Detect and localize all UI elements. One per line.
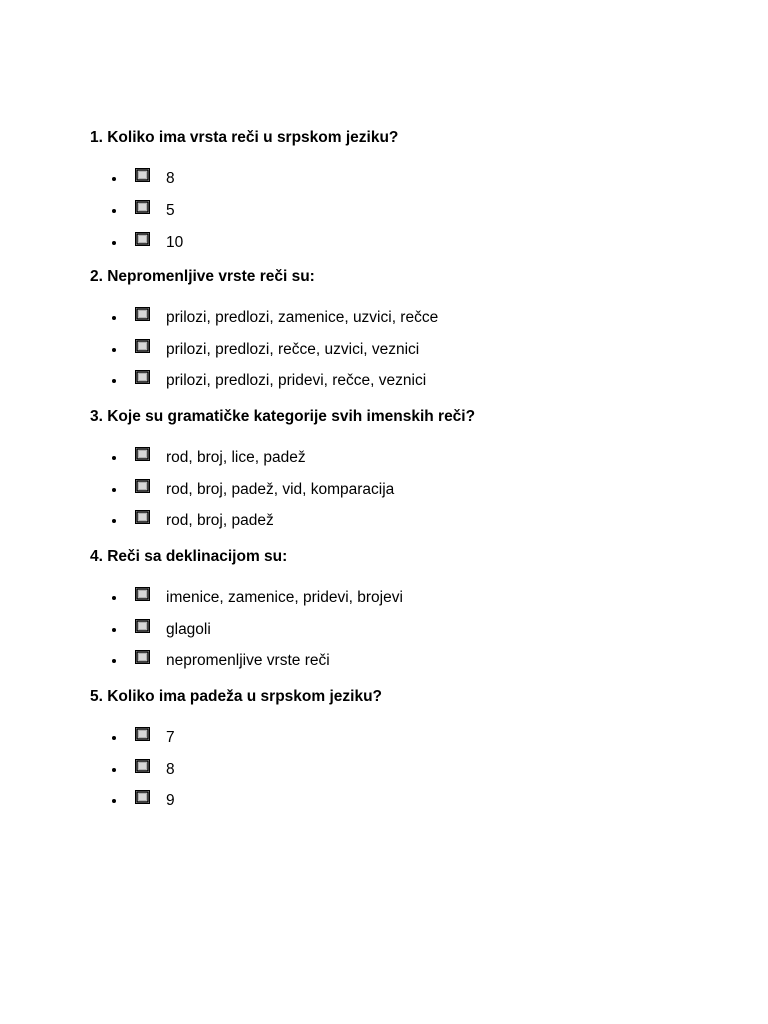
- answer-option: [0, 307, 768, 329]
- answer-label: 9: [166, 792, 175, 809]
- answer-label: prilozi, predlozi, rečce, uzvici, veznici: [166, 341, 420, 358]
- bullet-dot-icon: [112, 628, 116, 632]
- radio-button-icon[interactable]: [135, 619, 150, 633]
- answer-label: rod, broj, lice, padež: [166, 449, 306, 466]
- answer-option: [0, 339, 768, 361]
- bullet-dot-icon: [112, 241, 116, 245]
- answer-option: [0, 587, 768, 609]
- radio-button-icon[interactable]: [135, 510, 150, 524]
- radio-button-icon[interactable]: [135, 790, 150, 804]
- bullet-dot-icon: [112, 768, 116, 772]
- question-title: 4. Reči sa deklinacijom su:: [90, 548, 288, 565]
- radio-button-icon[interactable]: [135, 168, 150, 182]
- answer-option: [0, 370, 768, 392]
- bullet-dot-icon: [112, 456, 116, 460]
- radio-button-icon[interactable]: [135, 587, 150, 601]
- answer-option: [0, 479, 768, 501]
- radio-button-icon[interactable]: [135, 307, 150, 321]
- question-title: 3. Koje su gramatičke kategorije svih imenskih reči?: [90, 408, 476, 425]
- answer-label: 8: [166, 170, 175, 187]
- answer-label: prilozi, predlozi, pridevi, rečce, veznici: [166, 372, 427, 389]
- radio-button-icon[interactable]: [135, 650, 150, 664]
- bullet-dot-icon: [112, 519, 116, 523]
- bullet-dot-icon: [112, 596, 116, 600]
- answer-option: [0, 727, 768, 749]
- answer-option: [0, 759, 768, 781]
- question-title: 5. Koliko ima padeža u srpskom jeziku?: [90, 688, 383, 705]
- radio-button-icon[interactable]: [135, 339, 150, 353]
- bullet-dot-icon: [112, 177, 116, 181]
- radio-button-icon[interactable]: [135, 447, 150, 461]
- bullet-dot-icon: [112, 209, 116, 213]
- bullet-dot-icon: [112, 348, 116, 352]
- answer-label: glagoli: [166, 621, 211, 638]
- question-title: 1. Koliko ima vrsta reči u srpskom jeziku?: [90, 129, 399, 146]
- radio-button-icon[interactable]: [135, 727, 150, 741]
- bullet-dot-icon: [112, 736, 116, 740]
- bullet-dot-icon: [112, 316, 116, 320]
- answer-option: [0, 790, 768, 812]
- bullet-dot-icon: [112, 659, 116, 663]
- answer-option: [0, 232, 768, 254]
- answer-label: prilozi, predlozi, zamenice, uzvici, rečce: [166, 309, 439, 326]
- answer-label: 5: [166, 202, 175, 219]
- answer-option: [0, 447, 768, 469]
- answer-label: imenice, zamenice, pridevi, brojevi: [166, 589, 403, 606]
- bullet-dot-icon: [112, 799, 116, 803]
- radio-button-icon[interactable]: [135, 232, 150, 246]
- answer-label: rod, broj, padež, vid, komparacija: [166, 481, 395, 498]
- radio-button-icon[interactable]: [135, 370, 150, 384]
- answer-label: 10: [166, 234, 184, 251]
- radio-button-icon[interactable]: [135, 479, 150, 493]
- answer-option: [0, 510, 768, 532]
- answer-option: [0, 619, 768, 641]
- radio-button-icon[interactable]: [135, 200, 150, 214]
- bullet-dot-icon: [112, 379, 116, 383]
- radio-button-icon[interactable]: [135, 759, 150, 773]
- answer-option: [0, 168, 768, 190]
- answer-label: nepromenljive vrste reči: [166, 652, 330, 669]
- answer-option: [0, 650, 768, 672]
- bullet-dot-icon: [112, 488, 116, 492]
- question-title: 2. Nepromenljive vrste reči su:: [90, 268, 315, 285]
- answer-label: 7: [166, 729, 175, 746]
- answer-option: [0, 200, 768, 222]
- answer-label: 8: [166, 761, 175, 778]
- answer-label: rod, broj, padež: [166, 512, 274, 529]
